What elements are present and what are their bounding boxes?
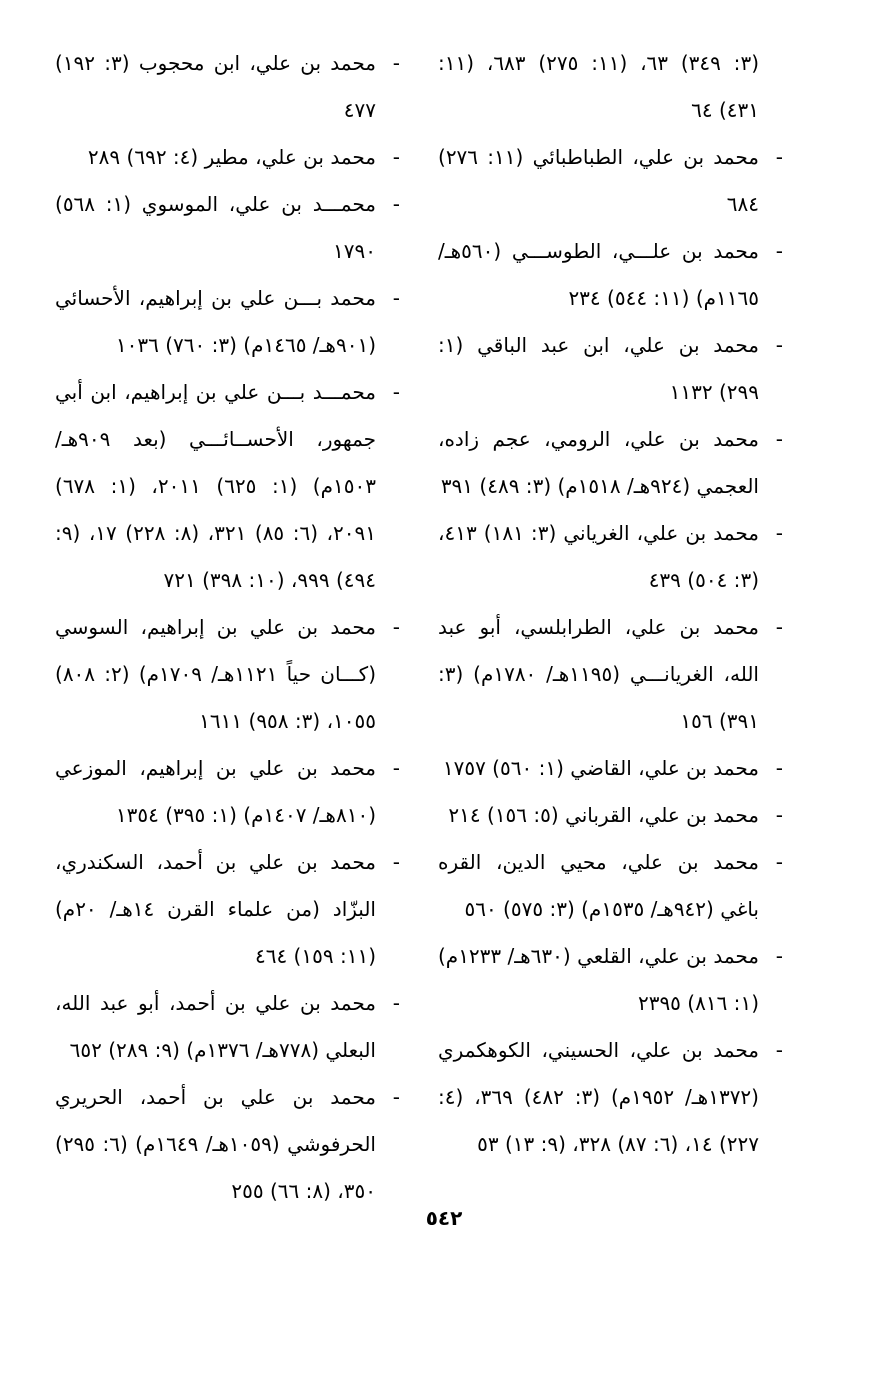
index-entry: - محمد بن علي بن أحمد، الحريري الحرفوشي (١٠٥٩هـ/ ١٦٤٩م) (٦: ٢٩٥) ٣٥٠، (٨: ٦٦) ٢٥٥ (55, 1074, 400, 1215)
right-column (438, 40, 783, 1168)
index-entry: - محمد بن علي، الرومي، عجم زاده، العجمي (٩٢٤هـ/ ١٥١٨م) (٣: ٤٨٩) ٣٩١ (438, 416, 783, 510)
index-entry: - محمد بن علي، ابن محجوب (٣: ١٩٢) ٤٧٧ (55, 40, 400, 134)
index-entry: - محمد بن علـــي، الطوســـي (٥٦٠هـ/ ١١٦٥م) (١١: ٥٤٤) ٢٣٤ (438, 228, 783, 322)
index-entry: - محمد بن علي، الطباطبائي (١١: ٢٧٦) ٦٨٤ (438, 134, 783, 228)
index-entry: - محمد بن علي، القرباني (٥: ١٥٦) ٢١٤ (438, 792, 783, 839)
index-entry: - محمد بن علي، القاضي (١: ٥٦٠) ١٧٥٧ (438, 745, 783, 792)
index-entry: - محمد بن علي بن أحمد، أبو عبد الله، البعلي (٧٧٨هـ/ ١٣٧٦م) (٩: ٢٨٩) ٦٥٢ (55, 980, 400, 1074)
index-entry: - محمد بن علي، الطرابلسي، أبو عبد الله، الغريانـــي (١١٩٥هـ/ ١٧٨٠م) (٣: ٣٩١) ١٥٦ (438, 604, 783, 745)
index-entry: - محمد بن علي، مطير (٤: ٦٩٢) ٢٨٩ (55, 134, 400, 181)
index-entry: - محمد بن علي بن أحمد، السكندري، البزّاد (من علماء القرن ١٤هـ/ ٢٠م) (١١: ١٥٩) ٤٦٤ (55, 839, 400, 980)
index-entry: - محمد بن علي بن إبراهيم، السوسي (كـــان حياً ١١٢١هـ/ ١٧٠٩م) (٢: ٨٠٨) ١٠٥٥، (٣: ٩٥٨) ١٦١١ (55, 604, 400, 745)
index-entry: - محمد بن علي، القلعي (٦٣٠هـ/ ١٢٣٣م) (١: ٨١٦) ٢٣٩٥ (438, 933, 783, 1027)
index-entry: - محمد بـــن علي بن إبراهيم، الأحسائي (٩٠١هـ/ ١٤٦٥م) (٣: ٧٦٠) ١٠٣٦ (55, 275, 400, 369)
page-number: ٥٤٢ (425, 1206, 463, 1230)
index-entry: - محمد بن علي، ابن عبد الباقي (١: ٢٩٩) ١١٣٢ (438, 322, 783, 416)
index-entry: - محمـــد بـــن علي بن إبراهيم، ابن أبي جمهور، الأحســائـــي (بعد ٩٠٩هـ/ ١٥٠٣م) (١: ٦٢٥) ٢٠١١، (١: ٦٧٨) ٢٠٩١، (٦: ٨٥) ٣٢١، (٨: ٢٢٨) ١٧، (٩: ٤٩٤) ٩٩٩، (١٠: ٣٩٨) ٧٢١ (55, 369, 400, 604)
left-column (55, 40, 400, 1215)
index-entry: (٣: ٣٤٩) ٦٣، (١١: ٢٧٥) ٦٨٣، (١١: ٤٣١) ٦٤ (438, 51, 759, 122)
index-entry: - محمـــد بن علي، الموسوي (١: ٥٦٨) ١٧٩٠ (55, 181, 400, 275)
index-entry: - محمد بن علي بن إبراهيم، الموزعي (٨١٠هـ/ ١٤٠٧م) (١: ٣٩٥) ١٣٥٤ (55, 745, 400, 839)
index-entry: - محمد بن علي، الغرياني (٣: ١٨١) ٤١٣، (٣: ٥٠٤) ٤٣٩ (438, 510, 783, 604)
index-entry: - محمد بن علي، محيي الدين، القره باغي (٩٤٢هـ/ ١٥٣٥م) (٣: ٥٧٥) ٥٦٠ (438, 839, 783, 933)
index-entry: - محمد بن علي، الحسيني، الكوهكمري (١٣٧٢هـ/ ١٩٥٢م) (٣: ٤٨٢) ٣٦٩، (٤: ٢٢٧) ١٤، (٦: ٨٧) ٣٢٨، (٩: ١٣) ٥٣ (438, 1027, 783, 1168)
